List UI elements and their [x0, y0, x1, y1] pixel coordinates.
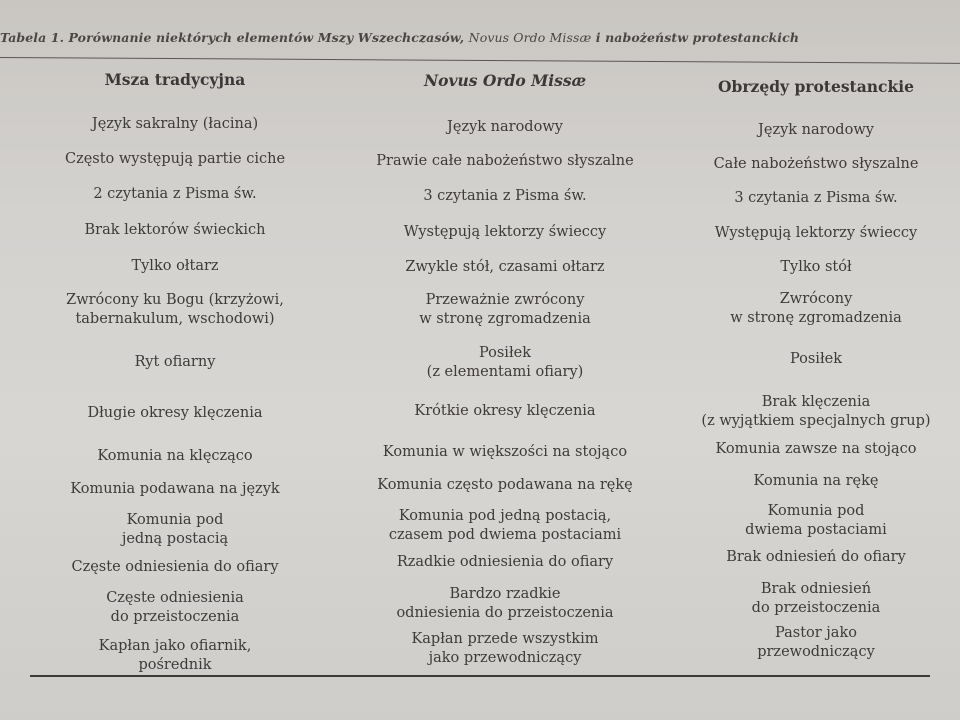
table-cell: Komunia pod jedną postacią [121, 512, 229, 547]
table-cell: Komunia pod jedną postacią, czasem pod dwiema postaciami [388, 508, 622, 543]
table-cell: Komunia na rękę [753, 473, 879, 489]
table-cell: Komunia na klęcząco [97, 448, 253, 464]
table-cell: Ryt ofiarny [134, 354, 216, 370]
column-header: Novus Ordo Missæ [423, 71, 587, 90]
table-cell: Komunia zawsze na stojąco [715, 441, 917, 457]
table-cell: Brak odniesień do przeistoczenia [751, 581, 881, 616]
table-cell: Częste odniesienia do przeistoczenia [106, 590, 244, 625]
table-cell: Długie okresy klęczenia [87, 405, 263, 421]
table-cell: Częste odniesienia do ofiary [71, 559, 279, 575]
caption-prefix: Tabela 1. Porównanie niektórych elementów Mszy Wszechczasów, [0, 30, 469, 45]
table-cell: Całe nabożeństwo słyszalne [713, 156, 919, 172]
table-cell: Brak klęczenia (z wyjątkiem specjalnych grup) [701, 394, 931, 429]
table-cell: Język narodowy [758, 122, 874, 138]
table-cell: Język sakralny (łacina) [91, 116, 259, 132]
table-cell: Rzadkie odniesienia do ofiary [396, 554, 614, 570]
table-cell: Posiłek (z elementami ofiary) [426, 345, 584, 380]
table-cell: Brak odniesień do ofiary [726, 549, 906, 565]
table-cell: Przeważnie zwrócony w stronę zgromadzenia [419, 292, 591, 327]
table-cell: Komunia podawana na język [70, 481, 280, 497]
table-cell: Prawie całe nabożeństwo słyszalne [376, 153, 634, 169]
top-rule [0, 57, 960, 64]
table-cell: Tylko stół [780, 259, 852, 275]
table-cell: Zwrócony ku Bogu (krzyżowi, tabernakulum, wschodowi) [66, 292, 284, 327]
table-cell: 3 czytania z Pisma św. [423, 188, 587, 204]
table-cell: Posiłek [789, 351, 843, 367]
column-header: Obrzędy protestanckie [718, 77, 914, 96]
table-cell: Kapłan przede wszystkim jako przewodniczący [411, 631, 599, 666]
table-cell: Język narodowy [447, 119, 563, 135]
table-cell: Komunia w większości na stojąco [382, 444, 628, 460]
table-cell: 3 czytania z Pisma św. [734, 190, 898, 206]
table-cell: Bardzo rzadkie odniesienia do przeistoczenia [396, 586, 614, 621]
table-cell: Często występują partie ciche [64, 151, 286, 167]
table-cell: Kapłan jako ofiarnik, pośrednik [98, 638, 252, 673]
table-cell: Pastor jako przewodniczący [757, 625, 875, 660]
table-cell: Zwrócony w stronę zgromadzenia [730, 291, 902, 326]
table-cell: 2 czytania z Pisma św. [93, 186, 257, 202]
bottom-rule [30, 675, 930, 677]
table-cell: Brak lektorów świeckich [84, 222, 266, 238]
table-cell: Występują lektorzy świeccy [403, 224, 607, 240]
column-header: Msza tradycyjna [104, 70, 246, 89]
table-caption [0, 30, 960, 45]
caption-suffix: i nabożeństw protestanckich [591, 30, 800, 45]
caption-emph: Novus Ordo Missæ [468, 30, 592, 45]
table-cell: Komunia pod dwiema postaciami [745, 503, 887, 538]
table-cell: Występują lektorzy świeccy [714, 225, 918, 241]
table-cell: Krótkie okresy klęczenia [414, 403, 596, 419]
table-cell: Tylko ołtarz [131, 258, 219, 274]
table-cell: Komunia często podawana na rękę [377, 477, 633, 493]
table-cell: Zwykle stół, czasami ołtarz [405, 259, 605, 275]
